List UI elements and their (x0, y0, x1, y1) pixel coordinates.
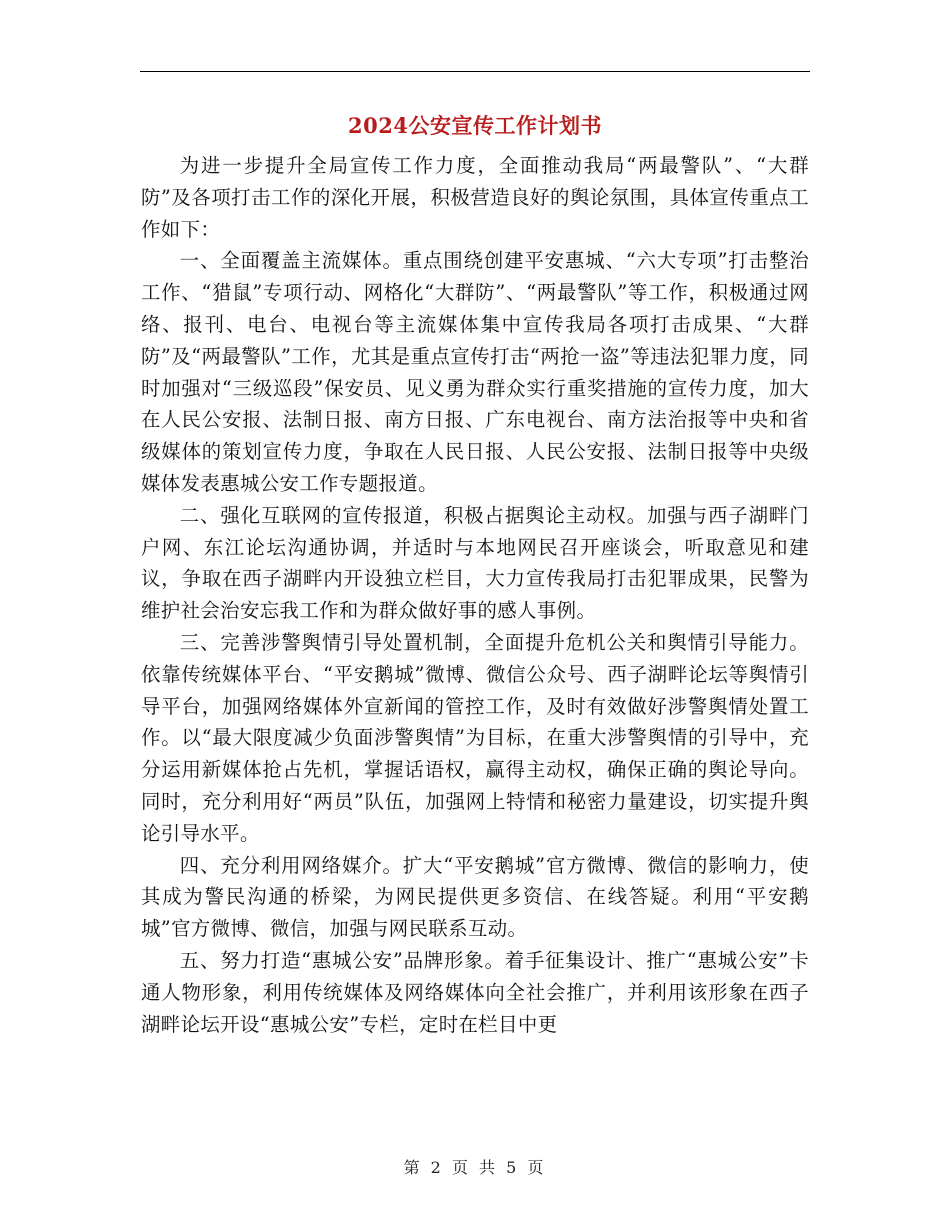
paragraph-section-4: 四、充分利用网络媒介。扩大“平安鹅城”官方微博、微信的影响力，使其成为警民沟通的桥梁，为网民提供更多资信、在线答疑。利用“平安鹅城”官方微博、微信，加强与网民联系互动。 (141, 853, 809, 941)
paragraph-intro: 为进一步提升全局宣传工作力度，全面推动我局“两最警队”、“大群防”及各项打击工作的深化开展，积极营造良好的舆论氛围，具体宣传重点工作如下： (141, 154, 809, 241)
page-number-footer: 第 2 页 共 5 页 (403, 1158, 547, 1177)
header-rule (140, 71, 810, 72)
paragraph-section-5: 五、努力打造“惠城公安”品牌形象。着手征集设计、推广“惠城公安”卡通人物形象，利用传统媒体及网络媒体向全社会推广，并利用该形象在西子湖畔论坛开设“惠城公安”专栏，定时在栏目中更 (141, 948, 809, 1036)
paragraph-section-1: 一、全面覆盖主流媒体。重点围绕创建平安惠城、“六大专项”打击整治工作、“猎鼠”专项行动、网格化“大群防”、“两最警队”等工作，积极通过网络、报刊、电台、电视台等主流媒体集中宣传我局各项打击成果、“大群防”及“两最警队”工作，尤其是重点宣传打击“两抢一盗”等违法犯罪力度，同时加强对“三级巡段”保安员、见义勇为群众实行重奖措施的宣传力度，加大在人民公安报、法制日报、南方日报、广东电视台、南方法治报等中央和省级媒体的策划宣传力度，争取在人民日报、人民公安报、法制日报等中央级媒体发表惠城公安工作专题报道。 (141, 249, 809, 495)
document-body (141, 150, 809, 1040)
paragraph-section-3: 三、完善涉警舆情引导处置机制，全面提升危机公关和舆情引导能力。依靠传统媒体平台、“平安鹅城”微博、微信公众号、西子湖畔论坛等舆情引导平台，加强网络媒体外宣新闻的管控工作，及时有效做好涉警舆情处置工作。以“最大限度减少负面涉警舆情”为目标，在重大涉警舆情的引导中，充分运用新媒体抢占先机，掌握话语权，赢得主动权，确保正确的舆论导向。同时，充分利用好“两员”队伍，加强网上特情和秘密力量建设，切实提升舆论引导水平。 (141, 630, 809, 845)
document-title: 2024公安宣传工作计划书 (348, 113, 602, 138)
paragraph-section-2: 二、强化互联网的宣传报道，积极占据舆论主动权。加强与西子湖畔门户网、东江论坛沟通协调，并适时与本地网民召开座谈会，听取意见和建议，争取在西子湖畔内开设独立栏目，大力宣传我局打击犯罪成果，民警为维护社会治安忘我工作和为群众做好事的感人事例。 (141, 503, 809, 623)
